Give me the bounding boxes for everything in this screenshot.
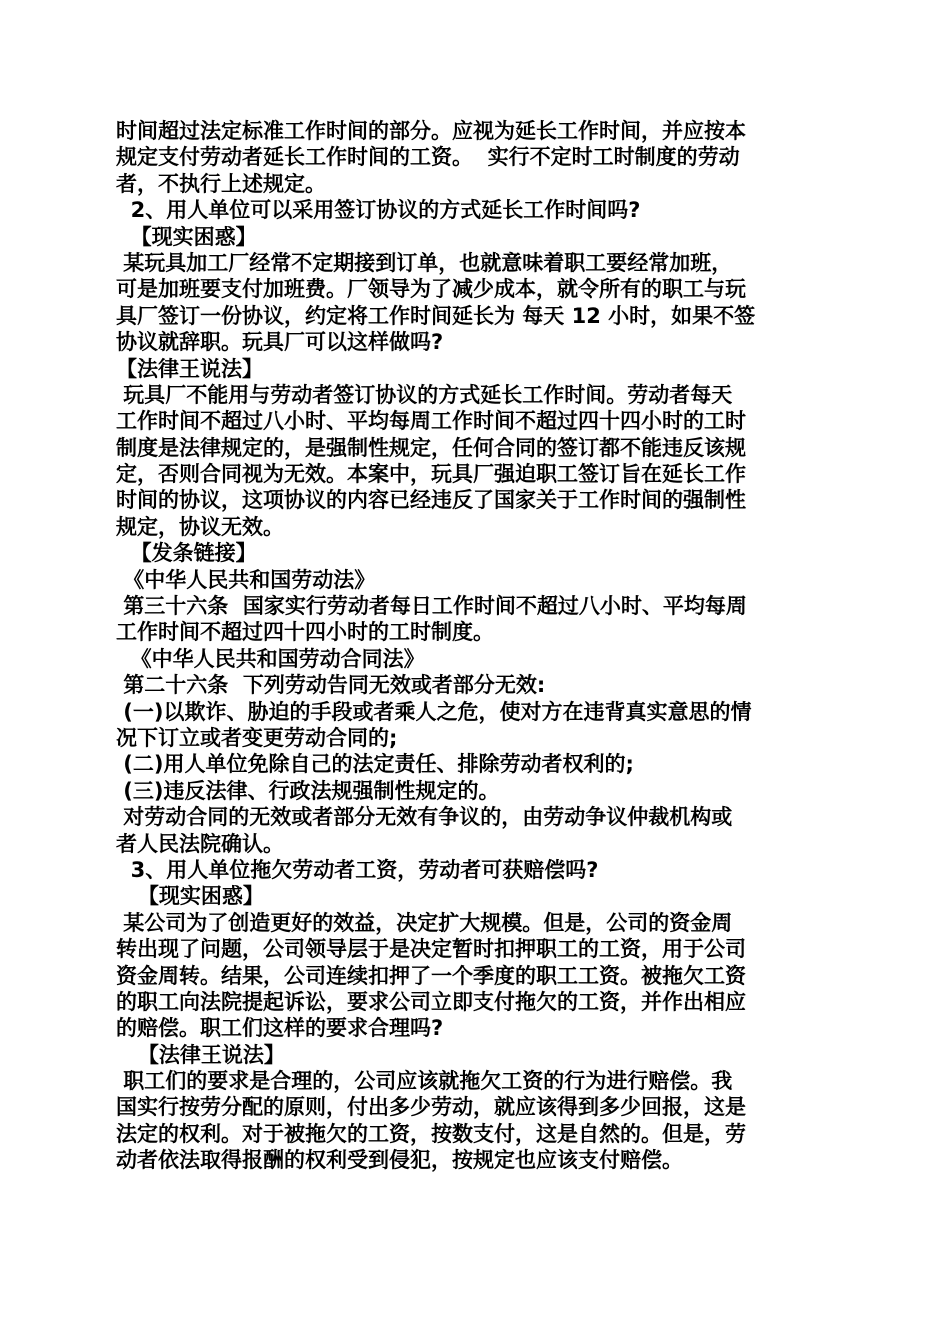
subsection-label: 【现实困惑】 (116, 224, 257, 249)
text-line: 者，不执行上述规定。 (116, 171, 326, 196)
text-line: 玩具厂不能用与劳动者签订协议的方式延长工作时间。劳动者每天 (116, 382, 733, 407)
text-line: 对劳动合同的无效或者部分无效有争议的，由劳动争议仲裁机构或 (116, 805, 733, 830)
text-line: 某玩具加工厂经常不定期接到订单，也就意味着职工要经常加班， (116, 250, 733, 275)
text-line: 转出现了问题，公司领导层于是决定暂时扣押职工的工资，用于公司 (116, 937, 746, 962)
text-line: 时间的协议，这项协议的内容已经违反了国家关于工作时间的强制性 (116, 488, 746, 513)
text-line: 职工们的要求是合理的，公司应该就拖欠工资的行为进行赔偿。我 (116, 1069, 733, 1094)
subsection-label: 【法律王说法】 (116, 356, 263, 381)
text-line: 定，否则合同视为无效。本案中，玩具厂强迫职工签订旨在延长工作 (116, 462, 746, 487)
subsection-label: 【法律王说法】 (116, 1042, 285, 1067)
text-line: 具厂签订一份协议，约定将工作时间延长为 每天 12 小时，如果不签 (116, 303, 756, 328)
text-line: (一)以欺诈、胁迫的手段或者乘人之危，使对方在违背真实意思的情 (116, 699, 752, 724)
text-line: 法定的权利。对于被拖欠的工资，按数支付，这是自然的。但是，劳 (116, 1121, 746, 1146)
text-line: 的职工向法院提起诉讼，要求公司立即支付拖欠的工资，并作出相应 (116, 989, 746, 1014)
text-line: 规定，协议无效。 (116, 514, 284, 539)
text-line: 动者依法取得报酬的权利受到侵犯，按规定也应该支付赔偿。 (116, 1148, 683, 1173)
law-title: 《中华人民共和国劳动法》 (116, 567, 376, 592)
law-title: 《中华人民共和国劳动合同法》 (116, 646, 425, 671)
text-line: 规定支付劳动者延长工作时间的工资。 实行不定时工时制度的劳动 (116, 145, 740, 170)
text-line: 的赔偿。职工们这样的要求合理吗? (116, 1016, 444, 1041)
text-line: 某公司为了创造更好的效益，决定扩大规模。但是，公司的资金周 (116, 910, 733, 935)
text-line: 第二十六条 下列劳动告同无效或者部分无效: (116, 673, 546, 698)
text-line: (三)违反法律、行政法规强制性规定的。 (116, 778, 500, 803)
text-line: 第三十六条 国家实行劳动者每日工作时间不超过八小时、平均每周 (116, 594, 747, 619)
section-heading: 3、用人单位拖欠劳动者工资，劳动者可获赔偿吗? (116, 857, 599, 882)
text-line: (二)用人单位免除自己的法定责任、排除劳动者权利的; (116, 752, 634, 777)
text-line: 国实行按劳分配的原则，付出多少劳动，就应该得到多少回报，这是 (116, 1095, 746, 1120)
document-page (116, 118, 841, 1174)
text-line: 制度是法律规定的，是强制性规定，任何合同的签订都不能违反该规 (116, 435, 746, 460)
text-line: 资金周转。结果，公司连续扣押了一个季度的职工工资。被拖欠工资 (116, 963, 746, 988)
subsection-label: 【发条链接】 (116, 541, 257, 566)
subsection-label: 【现实困惑】 (116, 884, 264, 909)
text-line: 工作时间不超过八小时、平均每周工作时间不超过四十四小时的工时 (116, 409, 746, 434)
text-line: 者人民法院确认。 (116, 831, 284, 856)
text-line: 可是加班要支付加班费。厂领导为了减少成本，就令所有的职工与玩 (116, 277, 746, 302)
section-heading: 2、用人单位可以采用签订协议的方式延长工作时间吗? (116, 198, 641, 223)
text-line: 工作时间不超过四十四小时的工时制度。 (116, 620, 494, 645)
text-line: 协议就辞职。玩具厂可以这样做吗? (116, 330, 444, 355)
text-line: 况下订立或者变更劳动合同的; (116, 725, 398, 750)
text-line: 时间超过法定标准工作时间的部分。应视为延长工作时间，并应按本 (116, 119, 746, 143)
